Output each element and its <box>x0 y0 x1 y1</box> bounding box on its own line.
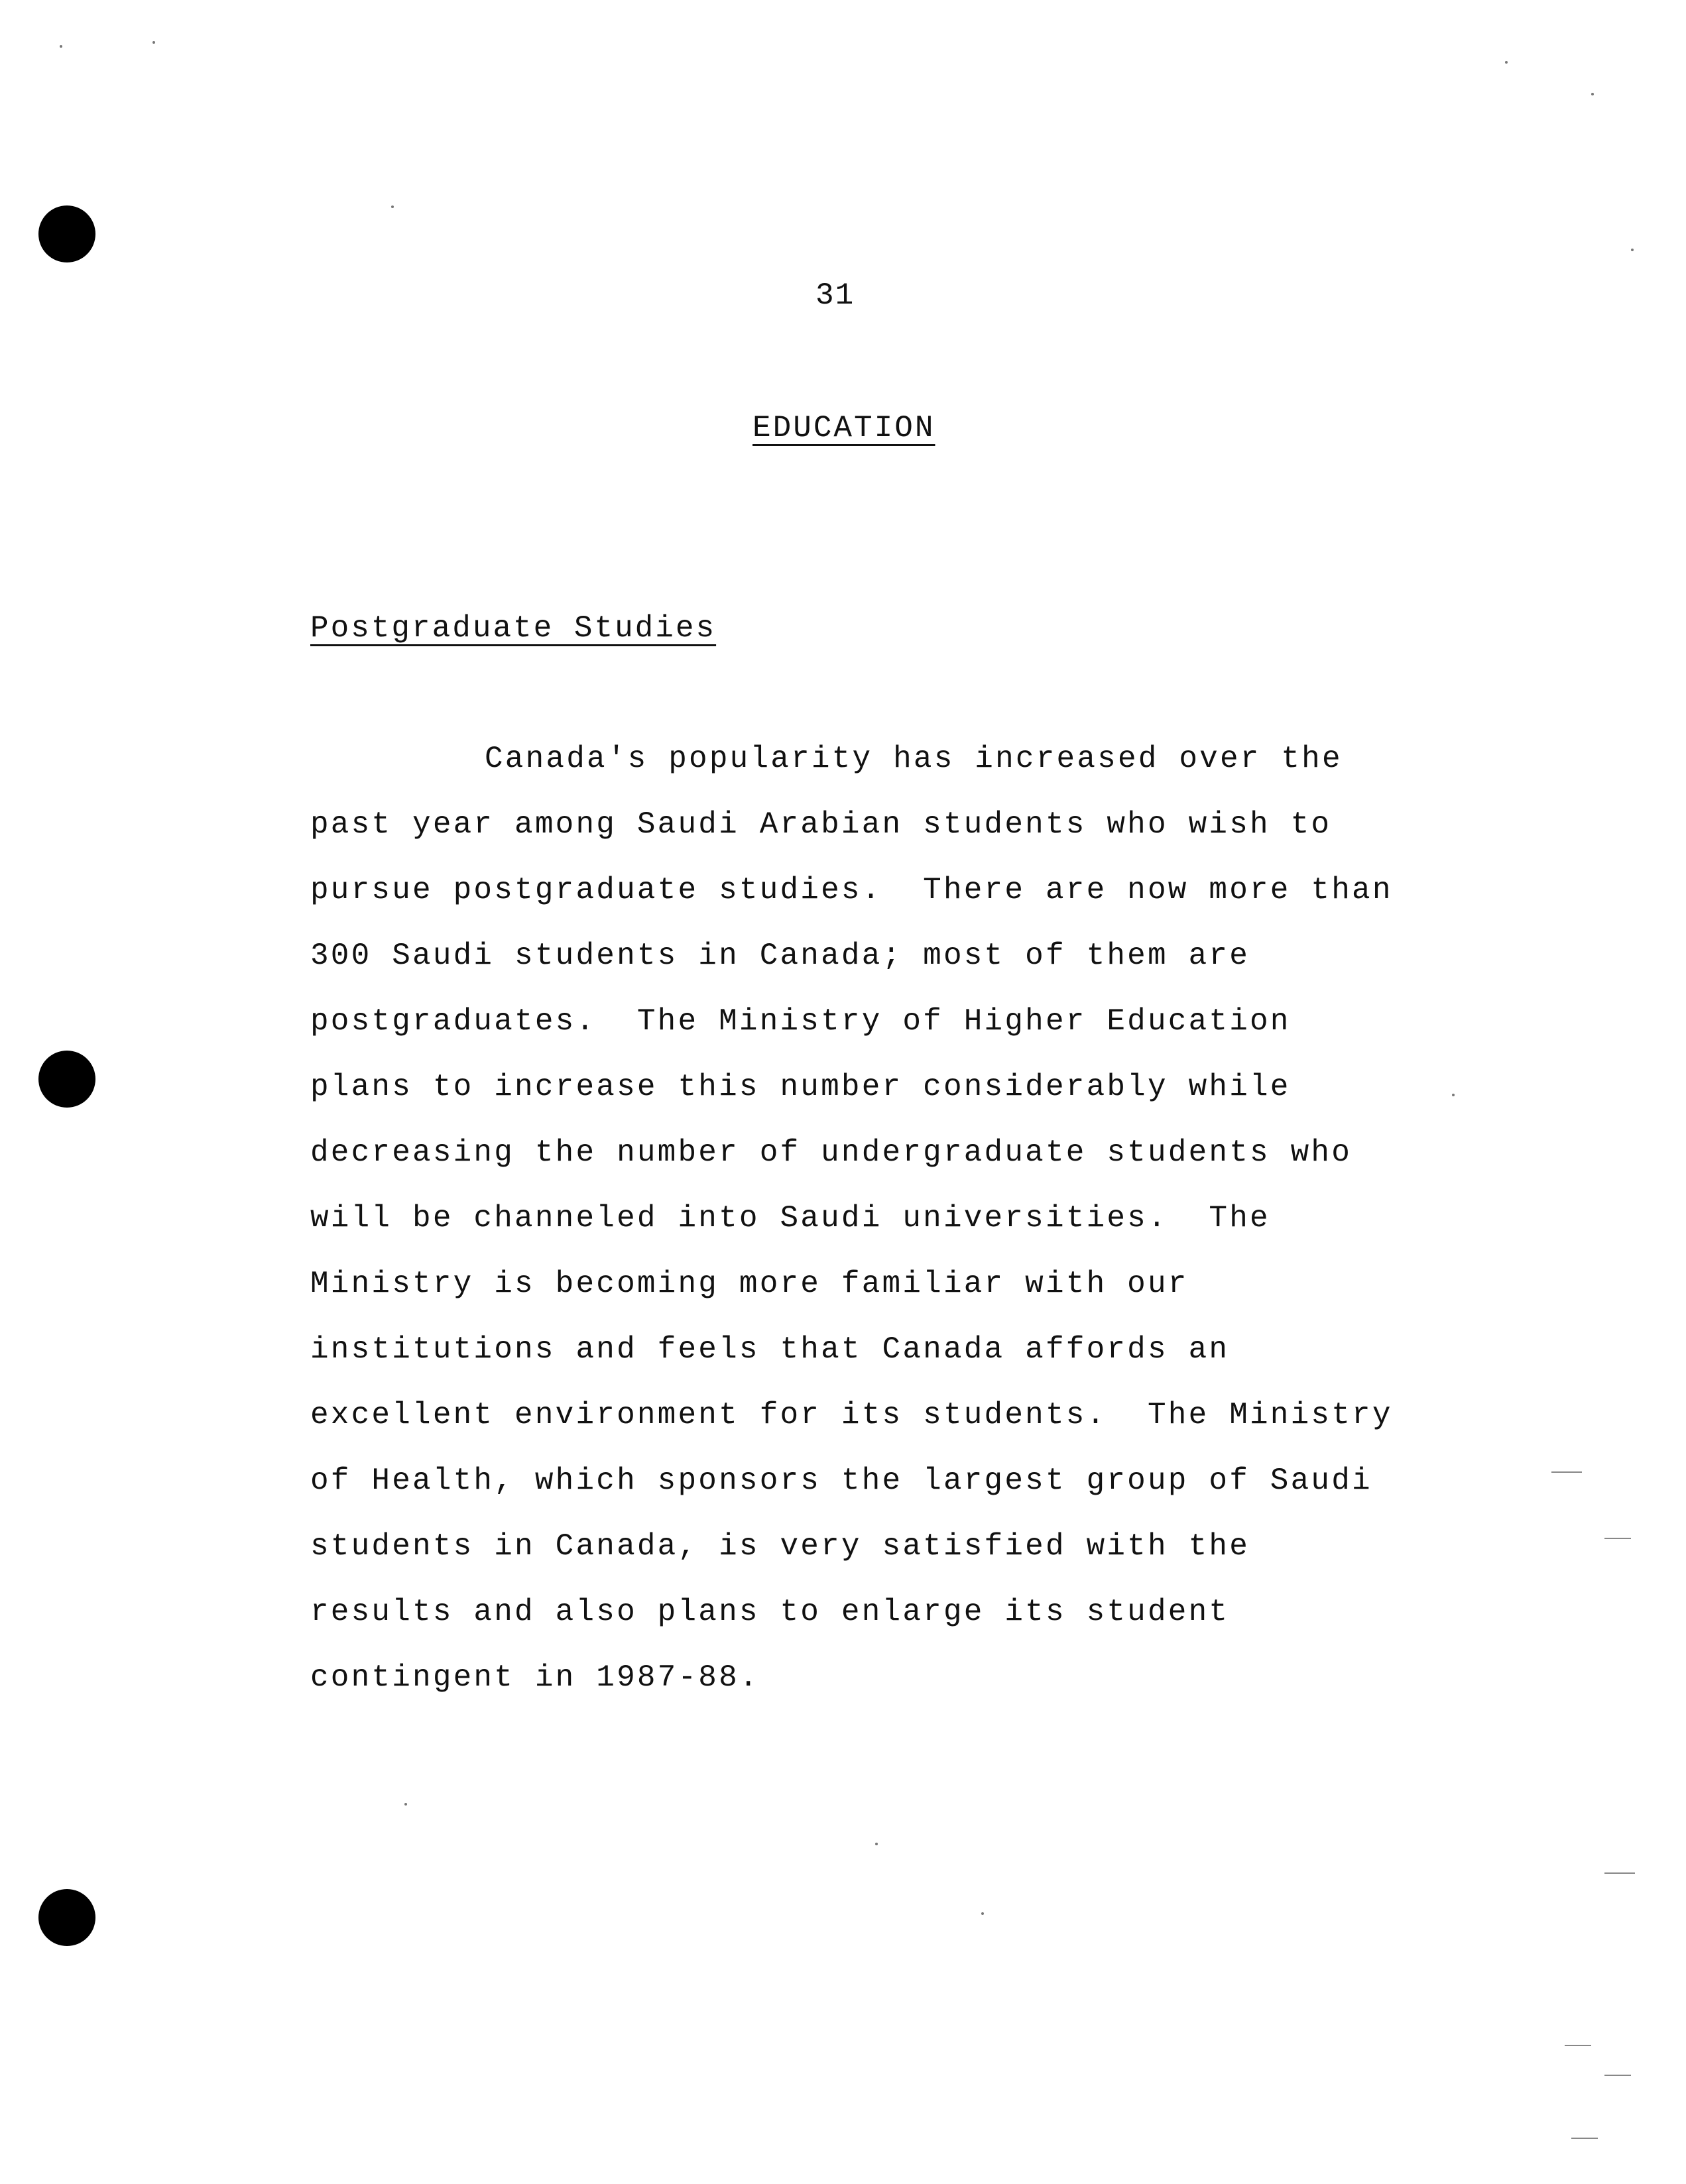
paragraph-line: 300 Saudi students in Canada; most of them are <box>310 939 1250 973</box>
paragraph-line: contingent in 1987-88. <box>310 1660 760 1695</box>
scan-speck <box>60 45 62 48</box>
paragraph-line: excellent environment for its students. The Ministry <box>310 1398 1393 1432</box>
scan-speck <box>875 1843 878 1845</box>
paragraph-line: decreasing the number of undergraduate students who <box>310 1135 1353 1170</box>
scan-speck <box>1591 93 1594 95</box>
paragraph-line: students in Canada, is very satisfied with the <box>310 1529 1250 1564</box>
scan-mark <box>1571 2138 1598 2139</box>
paragraph-line: pursue postgraduate studies. There are now more than <box>310 873 1393 907</box>
scan-speck <box>1631 249 1634 251</box>
paragraph-line: postgraduates. The Ministry of Higher Education <box>310 1004 1291 1039</box>
paragraph-line: of Health, which sponsors the largest group of Saudi <box>310 1464 1372 1498</box>
paragraph-line: will be channeled into Saudi universities. The <box>310 1201 1270 1236</box>
paragraph-line: plans to increase this number considerably while <box>310 1070 1291 1104</box>
scan-speck <box>981 1912 984 1915</box>
section-title: EDUCATION <box>753 411 935 445</box>
paragraph-line: institutions and feels that Canada affords an <box>310 1332 1230 1367</box>
scan-speck <box>152 41 155 44</box>
binder-punch-hole <box>38 1051 95 1108</box>
paragraph-line: Ministry is becoming more familiar with our <box>310 1267 1189 1301</box>
subsection-title: Postgraduate Studies <box>310 611 717 646</box>
scan-mark <box>1604 1872 1635 1874</box>
page-number: 31 <box>815 278 855 313</box>
binder-punch-hole <box>38 205 95 262</box>
scan-speck <box>391 205 394 208</box>
paragraph-line: results and also plans to enlarge its student <box>310 1595 1230 1629</box>
scan-speck <box>1505 61 1508 64</box>
scan-mark <box>1551 1471 1582 1473</box>
paragraph-line: Canada's popularity has increased over the <box>485 742 1343 776</box>
paragraph-line: past year among Saudi Arabian students who wish to <box>310 807 1332 842</box>
scan-mark <box>1604 2075 1631 2076</box>
scan-mark <box>1604 1538 1631 1539</box>
scan-speck <box>404 1803 407 1806</box>
binder-punch-hole <box>38 1889 95 1946</box>
scan-speck <box>1452 1094 1455 1096</box>
scan-mark <box>1565 2045 1591 2046</box>
body-paragraph <box>310 739 1437 1723</box>
